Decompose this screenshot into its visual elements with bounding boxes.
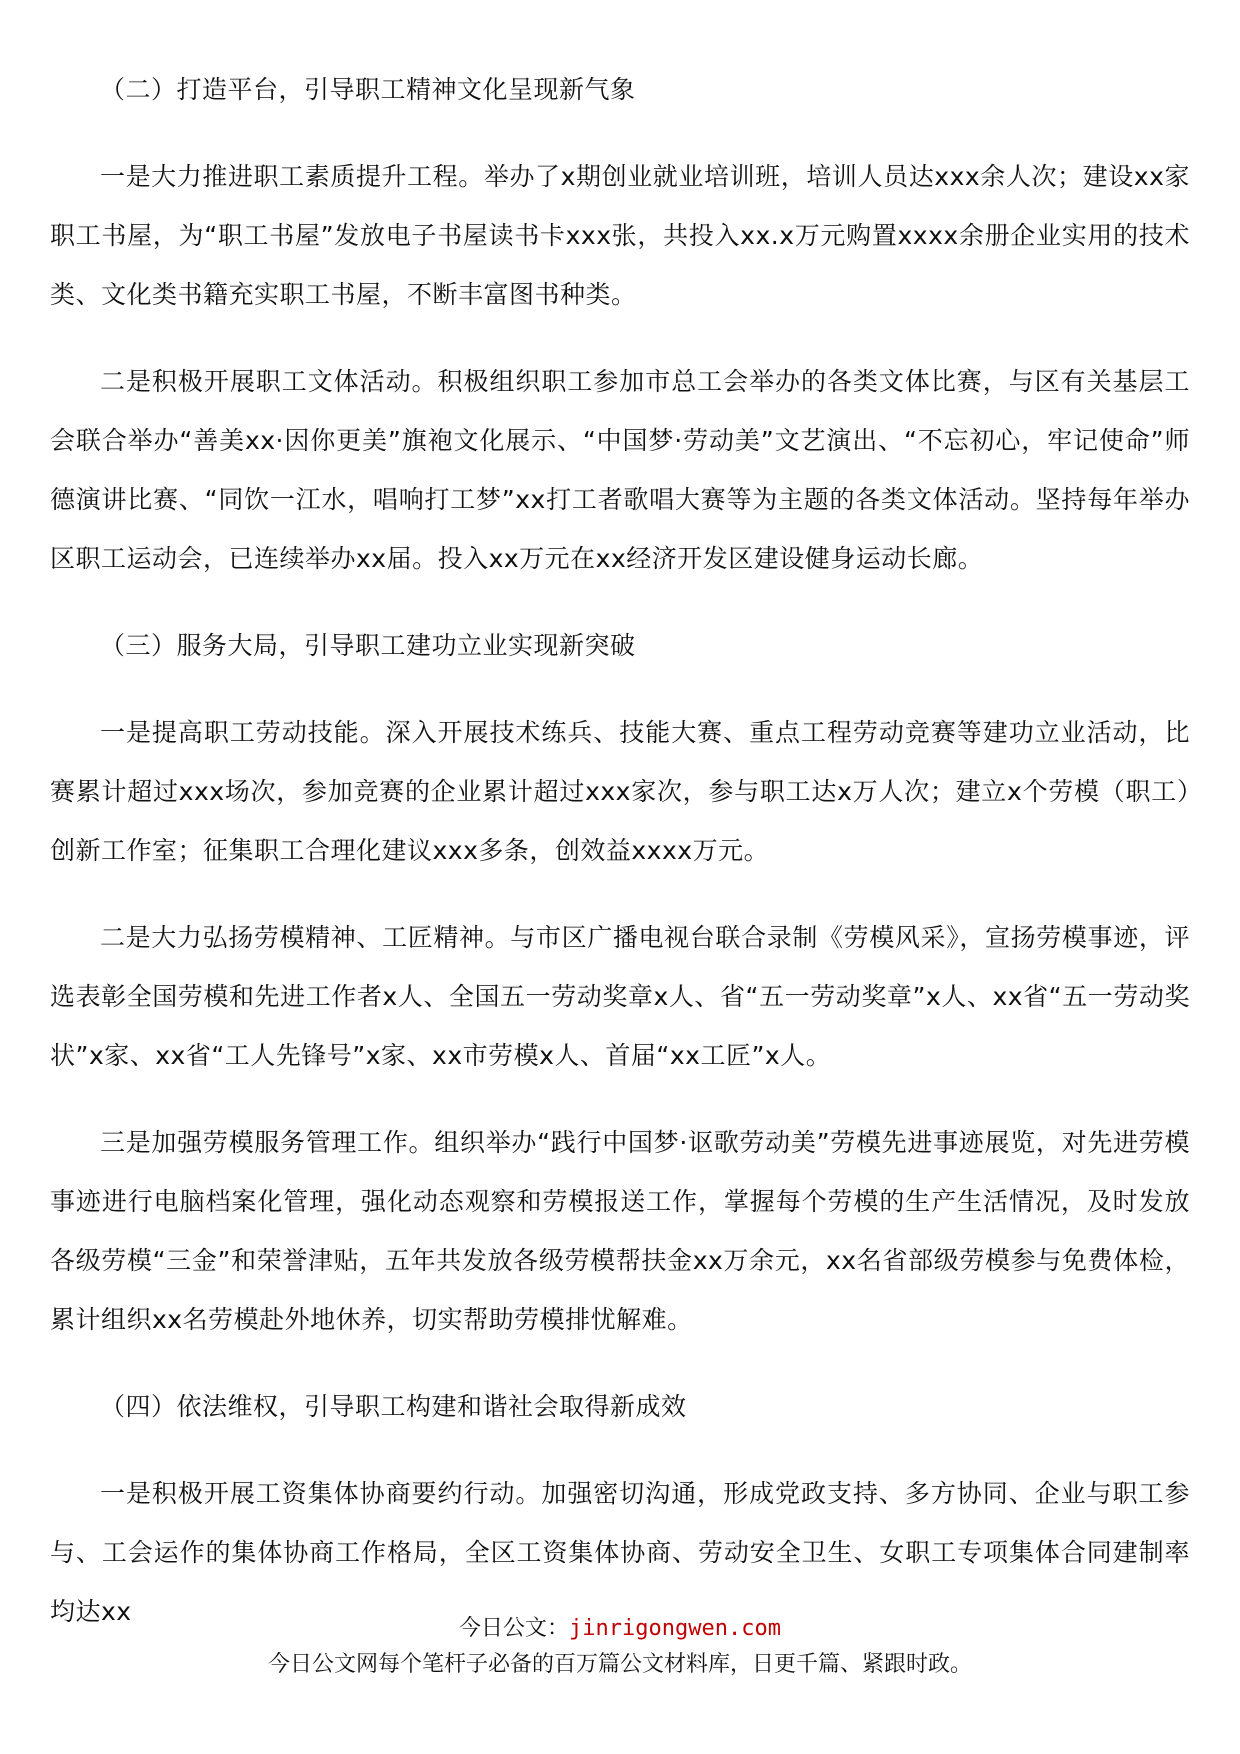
paragraph: 二是积极开展职工文体活动。积极组织职工参加市总工会举办的各类文体比赛，与区有关基层工会联合举办“善美xx·因你更美”旗袍文化展示、“中国梦·劳动美”文艺演出、“不忘初心，牢记使命”师德演讲比赛、“同饮一江水，唱响打工梦”xx打工者歌唱大赛等为主题的各类文体活动。坚持每年举办区职工运动会，已连续举办xx届。投入xx万元在xx经济开发区建设健身运动长廊。 xyxy=(50,367,1190,573)
paragraph: 一是大力推进职工素质提升工程。举办了x期创业就业培训班，培训人员达xxx余人次；建设xx家职工书屋，为“职工书屋”发放电子书屋读书卡xxx张，共投入xx.x万元购置xxxx余册企业实用的技术类、文化类书籍充实职工书屋，不断丰富图书种类。 xyxy=(50,162,1190,309)
paragraph: 一是积极开展工资集体协商要约行动。加强密切沟通，形成党政支持、多方协同、企业与职工参与、工会运作的集体协商工作格局，全区工资集体协商、劳动安全卫生、女职工专项集体合同建制率均达xx xyxy=(50,1479,1190,1626)
document-body xyxy=(50,60,1190,1641)
section-heading-4: （四）依法维权，引导职工构建和谐社会取得新成效 xyxy=(100,1392,687,1421)
section-heading-2: （二）打造平台，引导职工精神文化呈现新气象 xyxy=(100,75,636,104)
paragraph: 二是大力弘扬劳模精神、工匠精神。与市区广播电视台联合录制《劳模风采》，宣扬劳模事迹，评选表彰全国劳模和先进工作者x人、全国五一劳动奖章x人、省“五一劳动奖章”x人、xx省“五一劳动奖状”x家、xx省“工人先锋号”x家、xx市劳模x人、首届“xx工匠”x人。 xyxy=(50,923,1190,1070)
footer-slogan: 今日公文网每个笔杆子必备的百万篇公文材料库，日更千篇、紧跟时政。 xyxy=(267,1652,972,1677)
paragraph: 三是加强劳模服务管理工作。组织举办“践行中国梦·讴歌劳动美”劳模先进事迹展览，对先进劳模事迹进行电脑档案化管理，强化动态观察和劳模报送工作，掌握每个劳模的生产生活情况，及时发放各级劳模“三金”和荣誉津贴，五年共发放各级劳模帮扶金xx万余元，xx名省部级劳模参与免费体检，累计组织xx名劳模赴外地休养，切实帮助劳模排忧解难。 xyxy=(50,1128,1190,1334)
footer-label: 今日公文： xyxy=(459,1616,570,1641)
footer-source xyxy=(0,1614,1240,1644)
footer-site-link[interactable]: jinrigongwen.com xyxy=(569,1616,781,1641)
section-heading-3: （三）服务大局，引导职工建功立业实现新突破 xyxy=(100,631,636,660)
paragraph: 一是提高职工劳动技能。深入开展技术练兵、技能大赛、重点工程劳动竞赛等建功立业活动，比赛累计超过xxx场次，参加竞赛的企业累计超过xxx家次，参与职工达x万人次；建立x个劳模（职工）创新工作室；征集职工合理化建议xxx多条，创效益xxxx万元。 xyxy=(50,718,1190,865)
